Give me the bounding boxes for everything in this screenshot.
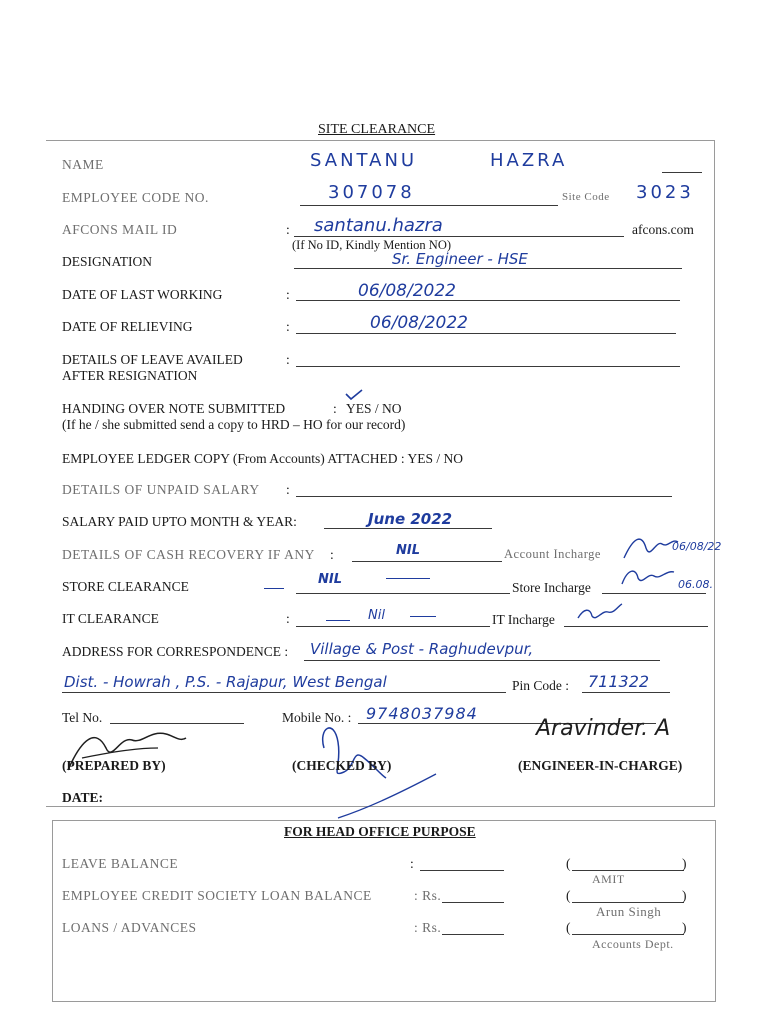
clearance-form: SITE CLEARANCE NAME SANTANU HAZRA EMPLOYEE CODE NO. 307078 Site Code 3023 AFCONS MAIL ID : santanu.hazra afcons.com (If No ID, Kindly Mention NO) DESIGNATION Sr. Engineer - HSE DATE OF LAST WORKING : 06/08/2022 DATE OF RELIEVING : 06/08/2022 DETAILS OF LEAVE AVAILED AFTER RESIGNATION : HANDING OVER NOTE SUBMITTED : YES / NO (If he / she submitted send a copy to HRD – HO for our record) EMPLOYEE LEDGER COPY (From Accounts) ATTACHED : YES / NO DETAILS OF UNPAID SALARY : SALARY PAID UPTO MONTH & YEAR: June 2022 DETAILS OF CASH RECOVERY IF ANY : NIL Account Incharge 06/08/22 STORE CLEARANCE NIL Store Incharge 06.08. IT CLEARANCE : Nil IT Incharge ADDRESS FOR CORRESPONDENCE : Village & Post - Raghudevpur, Dist. - Howrah , P.S. - Rajapur, West Bengal Pin Code : 711322 Tel No. Mobile No. : 9748037984 Aravinder. A (PREPARED BY) (CHECKED BY) (ENGINEER-IN-CHARGE) DATE: FOR HEAD OFFICE PURPOSE LEAVE BALANCE : ( ) AMIT EMPLOYEE CREDIT SOCIETY LOAN BALANCE : Rs. ( ) Arun Singh LOANS / ADVANCES : Rs. ( ) Accounts Dept. xyxy=(0,0,768,1024)
leave-label-2: AFTER RESIGNATION xyxy=(62,368,198,383)
unpaid-label: DETAILS OF UNPAID SALARY xyxy=(62,482,260,497)
form-title: SITE CLEARANCE xyxy=(318,122,436,137)
store-incharge-label: Store Incharge xyxy=(512,580,591,595)
relieving-line xyxy=(296,333,676,334)
salary-paid-value: June 2022 xyxy=(368,510,453,528)
relieving-label: DATE OF RELIEVING xyxy=(62,319,193,334)
cash-recovery-line xyxy=(352,561,502,562)
site-code-label: Site Code xyxy=(562,191,610,203)
last-working-value: 06/08/2022 xyxy=(358,281,456,301)
date-label: DATE: xyxy=(62,790,104,805)
name-value: SANTANU xyxy=(310,150,418,171)
surname-value: HAZRA xyxy=(490,150,568,171)
loans-label: LOANS / ADVANCES xyxy=(62,920,197,935)
account-sig-date: 06/08/22 xyxy=(672,540,722,553)
account-signature xyxy=(620,530,680,566)
pin-label: Pin Code : xyxy=(512,678,570,693)
address-underline-1 xyxy=(304,660,660,661)
name-label: NAME xyxy=(62,157,104,172)
engineer-signature: Aravinder. A xyxy=(536,716,671,741)
leave-label-1: DETAILS OF LEAVE AVAILED xyxy=(62,352,243,367)
head-office-title: FOR HEAD OFFICE PURPOSE xyxy=(284,824,476,839)
prepared-by-label: (PREPARED BY) xyxy=(62,758,166,773)
salary-paid-line xyxy=(324,528,492,529)
store-signature xyxy=(618,562,678,592)
mail-value: santanu.hazra xyxy=(314,215,443,236)
checked-by-label: (CHECKED BY) xyxy=(292,758,392,773)
mail-domain: afcons.com xyxy=(632,222,694,237)
address-line-2: Dist. - Howrah , P.S. - Rajapur, West Bengal xyxy=(64,673,387,691)
employee-code-line xyxy=(300,205,558,206)
mobile-label: Mobile No. : xyxy=(282,710,352,725)
last-working-label: DATE OF LAST WORKING xyxy=(62,287,223,302)
pin-value: 711322 xyxy=(588,672,650,691)
relieving-value: 06/08/2022 xyxy=(370,313,468,333)
it-value: Nil xyxy=(368,608,385,623)
prepared-signature xyxy=(62,718,192,784)
store-value: NIL xyxy=(318,572,343,587)
store-label: STORE CLEARANCE xyxy=(62,579,189,594)
mail-line xyxy=(294,236,624,237)
cash-recovery-value: NIL xyxy=(396,543,421,558)
site-code-value: 3023 xyxy=(636,182,694,203)
mail-note: (If No ID, Kindly Mention NO) xyxy=(292,238,452,252)
ledger-label: EMPLOYEE LEDGER COPY (From Accounts) ATTACHED : YES / NO xyxy=(62,451,464,466)
handing-options: YES / NO xyxy=(346,401,402,416)
designation-label: DESIGNATION xyxy=(62,254,152,269)
unpaid-line xyxy=(296,496,672,497)
designation-value: Sr. Engineer - HSE xyxy=(392,250,528,268)
handing-label: HANDING OVER NOTE SUBMITTED xyxy=(62,401,286,416)
leave-balance-label: LEAVE BALANCE xyxy=(62,856,179,871)
mail-label: AFCONS MAIL ID xyxy=(62,222,178,237)
designation-line xyxy=(294,268,682,269)
it-incharge-label: IT Incharge xyxy=(492,612,555,627)
address-underline-2 xyxy=(62,692,506,693)
address-label: ADDRESS FOR CORRESPONDENCE : xyxy=(62,644,289,659)
employee-code-value: 307078 xyxy=(328,182,415,203)
handing-note: (If he / she submitted send a copy to HRD – HO for our record) xyxy=(62,417,406,432)
check-mark-icon xyxy=(344,388,364,402)
cash-recovery-label: DETAILS OF CASH RECOVERY IF ANY xyxy=(62,547,315,562)
accounts-dept-label: Accounts Dept. xyxy=(592,937,674,951)
it-signature xyxy=(574,600,624,628)
amit-label: AMIT xyxy=(592,872,625,886)
store-sig-date: 06.08. xyxy=(678,578,713,591)
leave-line xyxy=(296,366,680,367)
mobile-value: 9748037984 xyxy=(366,704,478,723)
singh-label: Arun Singh xyxy=(596,904,662,919)
it-label: IT CLEARANCE xyxy=(62,611,159,626)
credit-society-label: EMPLOYEE CREDIT SOCIETY LOAN BALANCE xyxy=(62,888,372,903)
employee-code-label: EMPLOYEE CODE NO. xyxy=(62,190,209,205)
engineer-in-charge-label: (ENGINEER-IN-CHARGE) xyxy=(518,758,683,773)
last-working-line xyxy=(296,300,680,301)
salary-paid-label: SALARY PAID UPTO MONTH & YEAR: xyxy=(62,514,297,529)
address-line-1: Village & Post - Raghudevpur, xyxy=(310,640,534,658)
it-line xyxy=(296,626,490,627)
account-incharge-label: Account Incharge xyxy=(504,547,601,561)
store-line xyxy=(296,593,510,594)
name-line xyxy=(662,172,702,173)
tel-label: Tel No. xyxy=(62,710,103,725)
